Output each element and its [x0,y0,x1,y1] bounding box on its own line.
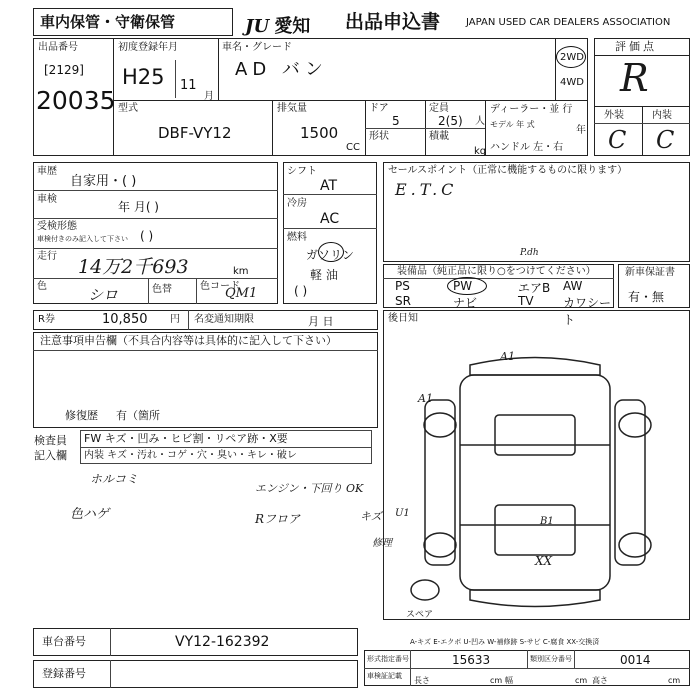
damage-legend: A-キズ E-エクボ U-凹み W-補修跡 S-サビ C-腐食 XX-交換済 [410,638,600,646]
chassis-label: 車台番号 [42,635,86,648]
inspection-label: 車検 [37,194,57,205]
dealer-model-year: モデル 年 式 [490,120,535,129]
recycle-label: R券 [38,314,55,325]
pw-circle [447,277,487,295]
car-damage-diagram [400,345,690,615]
engine-value: 1500 [300,124,339,142]
equipment-item: ナビ [453,296,478,310]
fuel-circle [318,242,344,262]
ju-logo [245,12,310,38]
equipment-item: PS [395,279,410,293]
spare-label: スペア [406,610,434,620]
history-value: 自家用・( ) [70,174,137,189]
storage-tag [33,8,233,36]
length-label: 長さ [414,676,430,685]
fuel-bracket: ( ) [294,284,308,298]
door-label: ドア [369,103,389,114]
type-label: 型式 [118,103,138,114]
form-title: 出品申込書 [345,11,441,33]
dealer-handle: ハンドル 左・右 [490,142,564,153]
capacity-unit: 人 [475,116,485,127]
hand-note-4: Rフロア [255,512,301,526]
type-value: DBF-VY12 [158,124,232,142]
association-name: JAPAN USED CAR DEALERS ASSOCIATION [466,17,671,28]
equipment-note: P.dh [520,248,539,258]
ac-label: 冷房 [287,198,307,209]
equipment-item: AW [563,279,583,293]
lot-label: 出品番号 [38,42,78,53]
warranty-value: 有・無 [628,290,665,304]
ju-logo-mark: JU [245,16,270,37]
load-unit: kg [474,146,487,157]
model-label: 車名・グレード [222,42,292,53]
interior-label: 内装 [652,110,672,121]
ac-value: AC [320,211,340,227]
equipment-item: SR [395,294,411,308]
inspector-row-1: FW キズ・凹み・ヒビ割・リペア跡・X要 [84,432,288,445]
hand-note-3: エンジン・下回り OK [255,482,364,495]
lot-sub-number: [2129] [44,63,84,77]
rear-label: 後日知 [388,313,418,324]
history-label: 車歴 [37,166,57,177]
diagram-mark-u1: U1 [395,508,410,519]
receipt-note: 車検付きのみ記入して下さい [37,235,128,243]
equipment-item: エアB [518,281,551,295]
interior-grade: C [656,126,675,154]
type-designation-value: 15633 [452,653,491,667]
length-unit: cm [490,676,503,685]
engine-unit: CC [346,142,360,153]
equipment-label: 装備品（純正品に限り○をつけてください） [397,266,596,277]
notes-label: 注意事項申告欄（不具合内容等は具体的に記入して下さい） [40,334,337,347]
grade-label: 評価点 [615,40,657,53]
equipment-item: TV [518,294,534,308]
diagram-mark-b1: B1 [540,516,554,527]
warranty-label: 新車保証書 [625,267,675,278]
lot-number: 20035 [36,86,116,115]
inspector-label-2: 記入欄 [34,449,67,462]
equipment-item: カワシート [563,296,612,327]
receipt-label: 受検形態 [37,221,77,232]
selling-point-label: セールスポイント（正常に機能するものに限ります） [388,165,628,176]
receipt-value: ( ) [140,229,154,243]
shift-value: AT [320,178,338,194]
diagram-mark-a1-left: A1 [418,392,433,405]
color-value: シロ [88,286,119,304]
class-number-value: 0014 [620,653,651,667]
engine-label: 排気量 [277,103,307,114]
class-number-label: 類別区分番号 [530,655,572,663]
hand-note-2: 色ハゲ [70,507,110,522]
mileage-unit: km [233,266,249,277]
chassis-value: VY12-162392 [175,634,270,650]
selling-point-value: E.T.C [395,180,458,199]
drive-2wd: 2WD [560,52,584,63]
dealer-origin: ディーラー・並 行 [490,104,573,115]
diagram-mark-xx: XX [535,554,553,568]
registration-month: 11 [180,78,197,93]
inspector-row-2: 内装 キズ・汚れ・コゲ・穴・臭い・キレ・破レ [84,450,297,461]
name-change-label: 名変通知期限 [194,314,254,325]
repair-value: 有（箇所 [116,409,160,422]
model-value: AD バン [235,59,328,80]
fuel-label: 燃料 [287,232,307,243]
registration-month-unit: 月 [204,91,214,102]
hand-note-5: キズ [360,510,382,523]
mileage-label: 走行 [37,251,57,262]
fuel-gasoline: ガソリン [306,248,355,262]
hand-note-6: 修理 [372,538,392,549]
recycle-value: 10,850 [102,312,148,327]
name-change-value: 月 日 [308,315,334,328]
selling-point-frame [383,162,690,262]
color-change-label: 色替 [152,284,172,295]
color-code-label: 色コード [200,281,240,292]
drive-4wd: 4WD [560,77,584,88]
grade-score: R [620,56,649,100]
registration-label: 初度登録年月 [118,42,178,53]
drive-2wd-circle [556,46,586,68]
fuel-diesel: 軽 油 [310,268,338,282]
exterior-grade: C [608,126,627,154]
inspector-label: 検査員 [34,434,67,447]
color-label: 色 [37,281,47,292]
recycle-unit: 円 [170,314,180,325]
dimensions-label: 車検証記載 [367,672,402,680]
capacity-value: 2(5) [438,114,463,128]
exterior-label: 外装 [604,110,624,121]
mileage-value: 14万2千693 [78,256,189,278]
plate-label: 登録番号 [42,667,86,680]
width-label: 幅 [505,676,513,685]
shape-label: 形状 [369,131,389,142]
color-code-value: QM1 [225,286,258,301]
inspection-value: 年 月( ) [118,200,159,214]
shift-label: シフト [287,166,317,177]
hand-note-1: ホルコミ [90,472,139,486]
dealer-year-unit: 年 [576,125,586,136]
registration-year: H25 [122,65,165,89]
repair-label: 修復歴 [65,409,98,422]
capacity-label: 定員 [429,103,449,114]
type-designation-label: 形式指定番号 [367,655,409,663]
width-unit: cm [575,676,588,685]
height-label: 高さ [592,676,608,685]
door-value: 5 [392,114,400,128]
diagram-mark-a1-top: A1 [500,350,515,363]
load-label: 積載 [429,131,449,142]
ju-logo-text: 愛知 [274,16,311,37]
height-unit: cm [668,676,681,685]
storage-tag-text: 車内保管・守衛保管 [40,13,176,31]
equipment-item: PW [453,279,473,293]
